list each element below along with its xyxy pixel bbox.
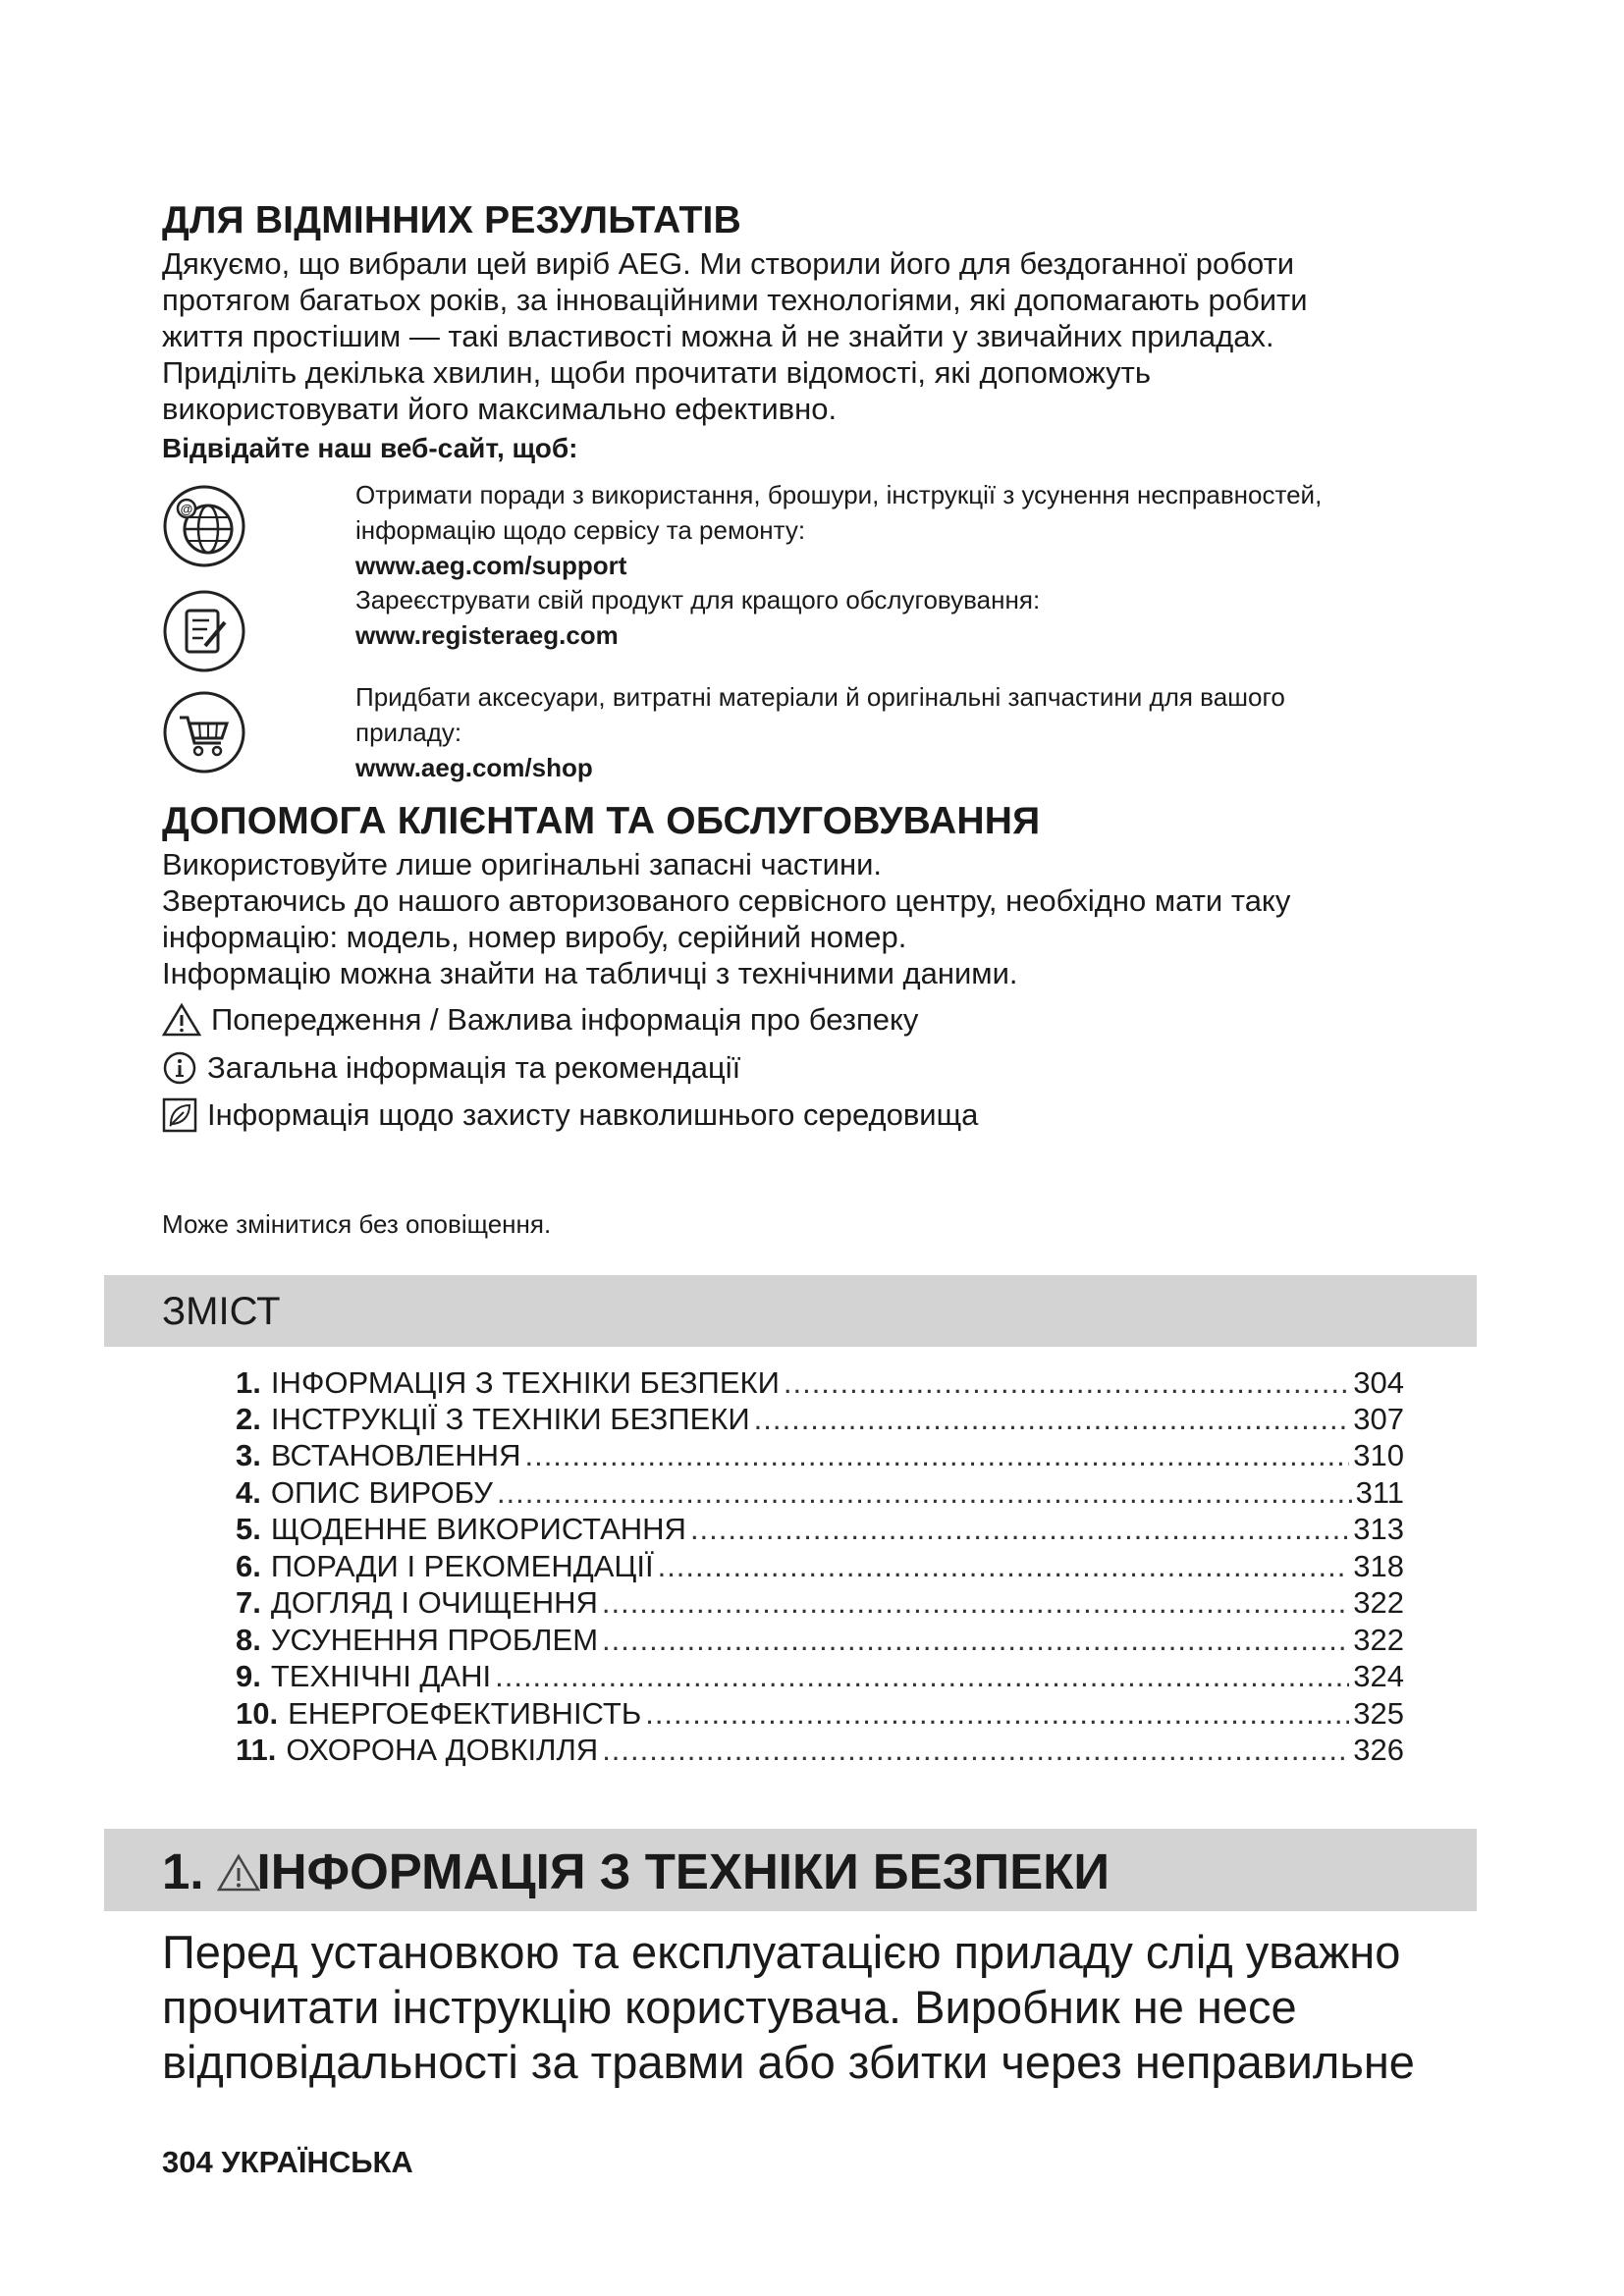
support-link[interactable]: www.aeg.com/support (355, 551, 627, 580)
intro-heading: ДЛЯ ВІДМІННИХ РЕЗУЛЬТАТІВ (162, 199, 741, 241)
section1-paragraph (162, 1925, 1415, 2090)
toc-leader (602, 1623, 1349, 1658)
web-item-line: Отримати поради з використання, брошури, інструкції з усунення несправностей, (355, 480, 1323, 509)
toc-item[interactable] (236, 1475, 1404, 1512)
toc-page: 313 (1353, 1512, 1404, 1546)
support-line: Використовуйте лише оригінальні запасні частини. (162, 847, 882, 881)
shop-link[interactable]: www.aeg.com/shop (355, 753, 593, 782)
toc-page: 324 (1353, 1659, 1404, 1693)
toc-leader (658, 1549, 1350, 1584)
toc-number: 2. (236, 1402, 261, 1436)
intro-line: використовувати його максимально ефективно. (162, 392, 838, 426)
toc-item[interactable] (236, 1585, 1404, 1622)
globe-icon (162, 484, 246, 568)
toc-item-title: ІНФОРМАЦІЯ З ТЕХНІКИ БЕЗПЕКИ (270, 1365, 780, 1400)
legend-info (162, 1050, 740, 1086)
intro-paragraph (162, 245, 1308, 427)
section1-header-band (104, 1829, 1477, 1911)
web-item-line: Зареєструвати свій продукт для кращого обслуговування: (355, 585, 1041, 614)
legend-text: Загальна інформація та рекомендації (207, 1050, 741, 1085)
toc-item[interactable] (236, 1512, 1404, 1548)
svg-text:@: @ (180, 502, 193, 516)
intro-line: життя простішим — такі властивості можна й не знайти у звичайних приладах. (162, 319, 1274, 353)
section1-title: ІНФОРМАЦІЯ З ТЕХНІКИ БЕЗПЕКИ (256, 1843, 1110, 1899)
toc-leader (524, 1438, 1349, 1473)
toc-item[interactable] (236, 1438, 1404, 1474)
intro-line: Дякуємо, що вибрали цей виріб AEG. Ми створили його для бездоганної роботи (162, 246, 1295, 281)
toc-item-title: ОХОРОНА ДОВКІЛЛЯ (286, 1733, 599, 1767)
register-document-icon (162, 589, 246, 673)
support-line: інформацію: модель, номер виробу, серійний номер. (162, 920, 907, 954)
toc-item-title: ІНСТРУКЦІЇ З ТЕХНІКИ БЕЗПЕКИ (270, 1402, 750, 1436)
toc-item-title: ОПИС ВИРОБУ (270, 1475, 493, 1510)
section1-heading (162, 1842, 1110, 1900)
legend-environment (162, 1097, 978, 1133)
web-item-support (355, 477, 1322, 583)
legend-text: Попередження / Важлива інформація про безпеку (211, 1002, 919, 1037)
toc-item-title: УСУНЕННЯ ПРОБЛЕМ (270, 1623, 599, 1657)
toc-number: 6. (236, 1549, 261, 1583)
web-item-line: Придбати аксесуари, витратні матеріали й оригінальні запчастини для вашого (355, 682, 1285, 712)
support-line: Звертаючись до нашого авторизованого сервісного центру, необхідно мати таку (162, 883, 1291, 918)
section1-line: відповідальності за травми або збитки через неправильне (162, 2036, 1415, 2088)
section1-line: Перед установкою та експлуатацією приладу слід уважно (162, 1926, 1401, 1978)
toc-page: 304 (1353, 1365, 1404, 1400)
toc-header-band (104, 1275, 1477, 1347)
web-item-line: приладу: (355, 718, 462, 747)
toc-item[interactable] (236, 1696, 1404, 1733)
toc-page: 318 (1353, 1549, 1404, 1583)
toc-page: 311 (1355, 1475, 1404, 1510)
footer-language: УКРАЇНСЬКА (221, 2145, 413, 2179)
toc-leader (495, 1659, 1349, 1694)
toc-item-title: ТЕХНІЧНІ ДАНІ (270, 1659, 492, 1693)
toc-item[interactable] (236, 1623, 1404, 1659)
toc-number: 10. (236, 1696, 279, 1731)
warning-icon (216, 1851, 261, 1893)
toc-page: 322 (1353, 1585, 1404, 1620)
support-heading: ДОПОМОГА КЛІЄНТАМ ТА ОБСЛУГОВУВАННЯ (162, 800, 1041, 842)
toc-number: 1. (236, 1365, 261, 1400)
legend-warning (162, 1002, 918, 1038)
support-line: Інформацію можна знайти на табличці з технічними даними. (162, 956, 1018, 990)
toc-item[interactable] (236, 1402, 1404, 1438)
toc-leader (754, 1402, 1350, 1437)
legend-text: Інформація щодо захисту навколишнього середовища (207, 1097, 979, 1132)
web-item-shop (355, 679, 1285, 785)
toc-page: 310 (1353, 1438, 1404, 1472)
support-paragraph (162, 846, 1290, 991)
toc-leader (602, 1733, 1349, 1768)
toc-page: 326 (1353, 1733, 1404, 1767)
toc-item[interactable] (236, 1733, 1404, 1769)
toc-item-title: ВСТАНОВЛЕННЯ (270, 1438, 521, 1472)
toc-number: 3. (236, 1438, 261, 1472)
toc-number: 4. (236, 1475, 261, 1510)
change-notice: Може змінитися без оповіщення. (162, 1209, 552, 1239)
toc-leader (645, 1696, 1349, 1732)
toc-page: 325 (1353, 1696, 1404, 1731)
toc-page: 322 (1353, 1623, 1404, 1657)
register-link[interactable]: www.registeraeg.com (355, 620, 619, 650)
toc-item-title: ДОГЛЯД І ОЧИЩЕННЯ (270, 1585, 598, 1620)
web-item-register (355, 582, 1040, 653)
toc-item[interactable] (236, 1659, 1404, 1695)
toc-item[interactable] (236, 1549, 1404, 1585)
info-icon (162, 1050, 197, 1086)
shopping-cart-icon (162, 690, 246, 774)
intro-line: Приділіть декілька хвилин, щоби прочитати відомості, які допоможуть (162, 355, 1151, 390)
toc-leader (784, 1365, 1349, 1401)
toc-number: 5. (236, 1512, 261, 1546)
toc-number: 9. (236, 1659, 261, 1693)
toc-leader (690, 1512, 1349, 1547)
toc-item-title: ЩОДЕННЕ ВИКОРИСТАННЯ (270, 1512, 686, 1546)
toc-number: 7. (236, 1585, 261, 1620)
toc-title: ЗМІСТ (162, 1290, 281, 1333)
toc-page: 307 (1353, 1402, 1404, 1436)
footer-page-number: 304 (162, 2145, 213, 2179)
toc-item-title: ЕНЕРГОЕФЕКТИВНІСТЬ (288, 1696, 642, 1731)
toc-item[interactable] (236, 1365, 1404, 1402)
section1-number: 1. (162, 1843, 204, 1899)
toc-leader (602, 1585, 1349, 1621)
warning-icon (162, 1002, 201, 1038)
toc-number: 8. (236, 1623, 261, 1657)
web-item-line: інформацію щодо сервісу та ремонту: (355, 515, 806, 545)
toc-item-title: ПОРАДИ І РЕКОМЕНДАЦІЇ (270, 1549, 654, 1583)
visit-label: Відвідайте наш веб-сайт, щоб: (162, 433, 578, 463)
page-footer (162, 2145, 413, 2180)
toc-number: 11. (236, 1733, 277, 1767)
leaf-icon (162, 1097, 197, 1133)
section1-line: прочитати інструкцію користувача. Виробник не несе (162, 1981, 1297, 2033)
intro-line: протягом багатьох років, за інноваційними технологіями, які допомагають робити (162, 283, 1308, 317)
toc-leader (497, 1475, 1352, 1511)
